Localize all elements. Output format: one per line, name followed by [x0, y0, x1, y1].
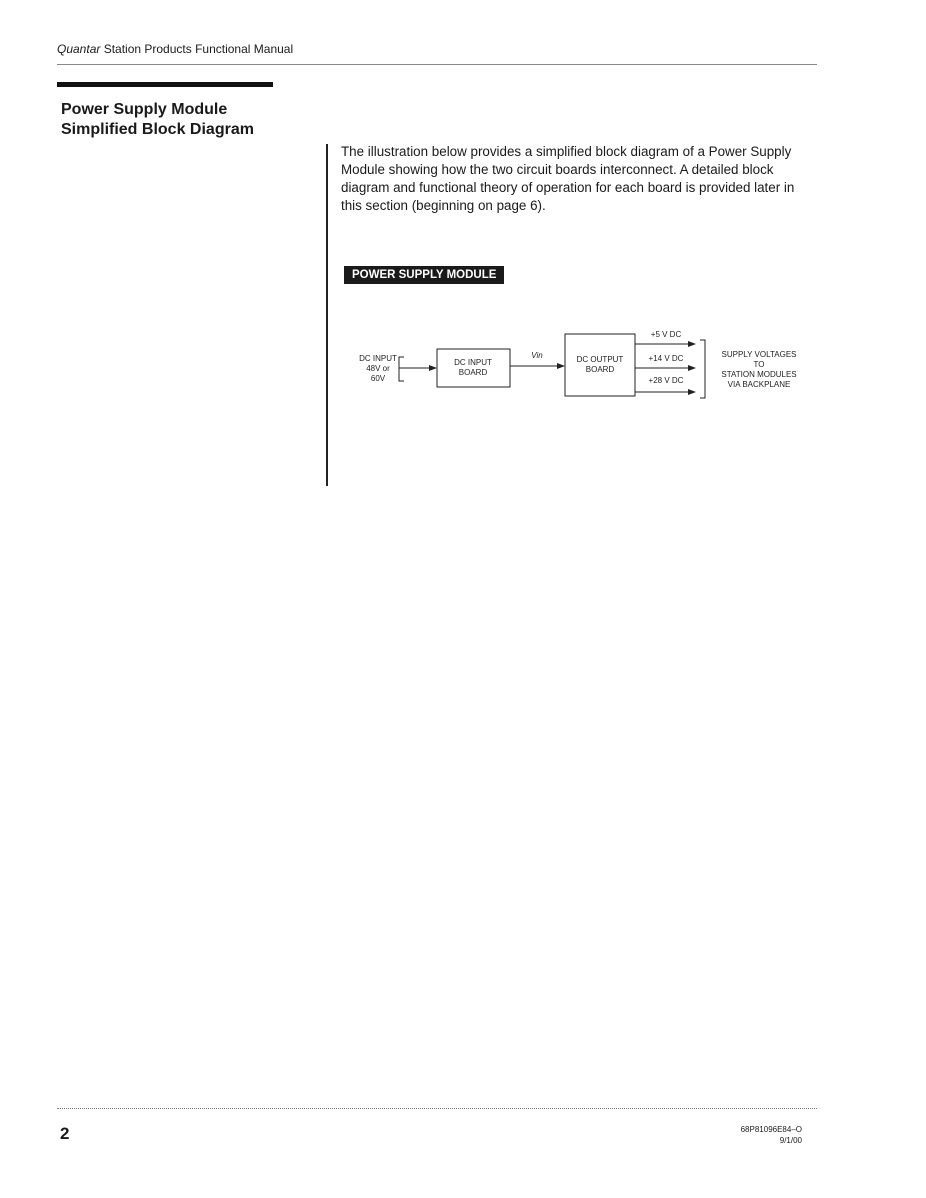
- dc-input-label: [359, 354, 397, 383]
- input-bracket: [399, 357, 404, 381]
- dc-output-board-line-1: DC OUTPUT: [576, 355, 624, 364]
- section-bar: [57, 82, 273, 87]
- destination-label: [721, 350, 796, 389]
- dc-input-line-3: 60V: [370, 374, 386, 383]
- dc-input-board-line-2: BOARD: [458, 368, 488, 377]
- header-rule: [57, 64, 817, 65]
- doc-date: 9/1/00: [779, 1136, 802, 1145]
- output-label-28v: +28 V DC: [648, 376, 684, 385]
- page-number: 2: [60, 1124, 70, 1143]
- body-paragraph: [341, 143, 811, 215]
- dc-input-board-line-1: DC INPUT: [454, 358, 492, 367]
- product-name: Quantar: [57, 42, 101, 56]
- footer-rule: [57, 1108, 817, 1109]
- block-diagram: [340, 320, 820, 410]
- manual-title: Station Products Functional Manual: [100, 42, 294, 56]
- section-title: [61, 100, 254, 140]
- change-bar: [326, 144, 328, 486]
- section-title-line-2: Simplified Block Diagram: [61, 121, 254, 138]
- destination-line-4: VIA BACKPLANE: [727, 380, 791, 389]
- figure-label: POWER SUPPLY MODULE: [344, 266, 504, 284]
- vin-label: Vin: [531, 351, 543, 360]
- destination-line-2: TO: [753, 360, 765, 369]
- output-label-14v: +14 V DC: [648, 354, 684, 363]
- output-label-5v: +5 V DC: [650, 330, 682, 339]
- destination-line-3: STATION MODULES: [721, 370, 797, 379]
- output-bracket: [700, 340, 705, 398]
- dc-input-line-2: 48V or: [366, 364, 390, 373]
- section-title-line-1: Power Supply Module: [61, 101, 228, 118]
- doc-info: [690, 1124, 802, 1146]
- body-paragraph-text: The illustration below provides a simplified block diagram of a Power Supply Module showing how the two circuit boards interconnect. A detailed block diagram and functional theory of operation for each board is provided later in this section (beginning on page 6).: [341, 144, 795, 213]
- dc-output-board-line-2: BOARD: [585, 365, 615, 374]
- dc-input-line-1: DC INPUT: [359, 354, 397, 363]
- destination-line-1: SUPPLY VOLTAGES: [721, 350, 797, 359]
- doc-number: 68P81096E84–O: [740, 1125, 802, 1134]
- running-header: [57, 42, 293, 56]
